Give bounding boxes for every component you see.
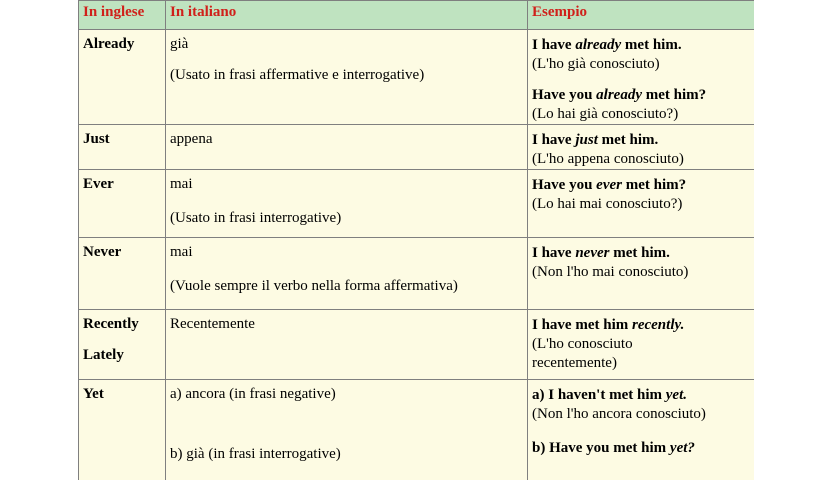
- meaning-text: appena: [170, 131, 213, 147]
- example-english: I have already met him.: [532, 37, 682, 53]
- table-row: [79, 310, 755, 380]
- header-row: [79, 1, 755, 30]
- usage-note: (Usato in frasi interrogative): [170, 210, 342, 226]
- meaning-cell: [166, 238, 528, 310]
- table-row: [79, 125, 755, 170]
- meaning-text: mai: [170, 244, 193, 260]
- term-cell: Never: [79, 238, 166, 310]
- header-in-inglese: In inglese: [79, 1, 166, 30]
- example-italian: (Lo hai mai conosciuto?): [532, 196, 683, 212]
- term-cell: Ever: [79, 170, 166, 238]
- example-cell: [528, 238, 755, 310]
- meaning-text-b: b) già (in frasi interrogative): [170, 446, 341, 462]
- example-english: Have you already met him?: [532, 87, 707, 103]
- term-cell: [79, 310, 166, 380]
- meaning-text: già: [170, 36, 189, 52]
- example-italian: (L'ho appena conosciuto): [532, 151, 684, 167]
- term-text-alt: Lately: [83, 347, 124, 363]
- meaning-cell: [166, 380, 528, 480]
- table-row: [79, 30, 755, 125]
- table-row: [79, 170, 755, 238]
- meaning-text: mai: [170, 176, 193, 192]
- example-cell: [528, 380, 755, 480]
- usage-note: (Vuole sempre il verbo nella forma affermativa): [170, 278, 458, 294]
- term-cell: Just: [79, 125, 166, 170]
- adverbs-table: [78, 0, 754, 480]
- example-english: I have met him recently.: [532, 317, 685, 333]
- header-esempio: Esempio: [528, 1, 755, 30]
- table-row: [79, 380, 755, 480]
- usage-note: (Usato in frasi affermative e interrogative): [170, 67, 425, 83]
- table-row: [79, 238, 755, 310]
- example-cell: [528, 125, 755, 170]
- example-italian: (L'ho conosciuto: [532, 336, 633, 352]
- meaning-cell: [166, 125, 528, 170]
- example-english: a) I haven't met him yet.: [532, 387, 687, 403]
- meaning-cell: [166, 170, 528, 238]
- meaning-cell: [166, 310, 528, 380]
- example-italian-cont: recentemente): [532, 355, 617, 371]
- example-english-b: b) Have you met him yet?: [532, 440, 695, 456]
- adverbs-table-page: [78, 0, 754, 480]
- example-italian: (Lo hai già conosciuto?): [532, 106, 679, 122]
- term-cell: Already: [79, 30, 166, 125]
- example-english: Have you ever met him?: [532, 177, 687, 193]
- term-cell: Yet: [79, 380, 166, 480]
- header-in-italiano: In italiano: [166, 1, 528, 30]
- example-cell: [528, 170, 755, 238]
- meaning-text: Recentemente: [170, 316, 255, 332]
- example-italian: (L'ho già conosciuto): [532, 56, 660, 72]
- example-italian: (Non l'ho mai conosciuto): [532, 264, 689, 280]
- term-text: Recently: [83, 316, 139, 332]
- example-cell: [528, 30, 755, 125]
- example-cell: [528, 310, 755, 380]
- example-english: I have never met him.: [532, 245, 670, 261]
- meaning-text: a) ancora (in frasi negative): [170, 386, 336, 402]
- meaning-cell: [166, 30, 528, 125]
- example-english: I have just met him.: [532, 132, 659, 148]
- example-italian: (Non l'ho ancora conosciuto): [532, 406, 706, 422]
